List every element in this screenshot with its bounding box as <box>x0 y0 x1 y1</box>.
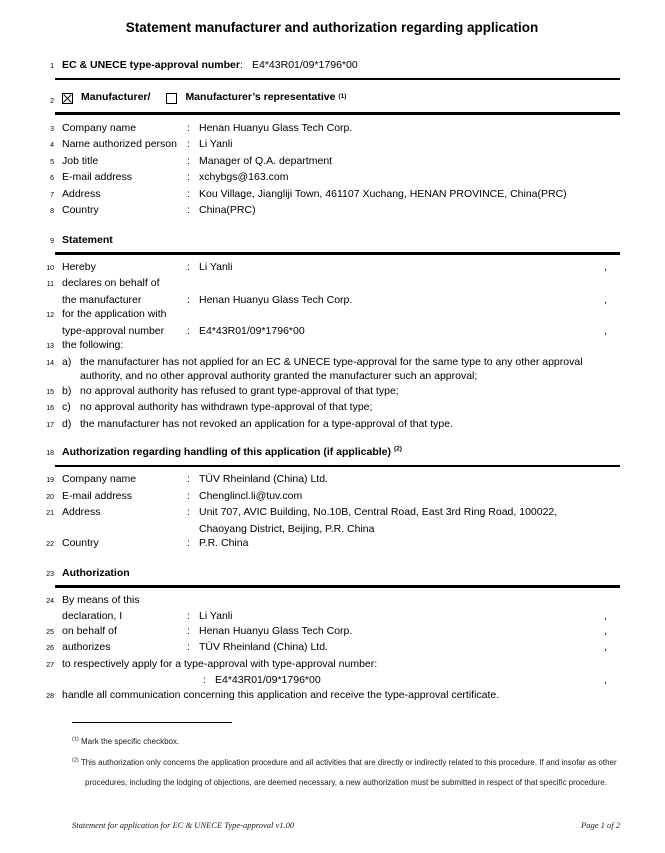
table-row <box>44 276 620 293</box>
line-number: 5 <box>50 158 54 166</box>
statement-text: By means of this <box>62 593 140 606</box>
manufacturer-details <box>44 121 620 220</box>
list-item <box>44 384 620 401</box>
statement-text: the following: <box>62 339 124 352</box>
footer-page-number: Page 1 of 2 <box>581 820 620 830</box>
field-value-continued: Chaoyang District, Beijing, P.R. China <box>199 522 375 535</box>
table-row <box>44 505 620 522</box>
table-row <box>44 609 620 624</box>
line-number: 13 <box>46 343 54 351</box>
field-colon: : <box>240 59 243 71</box>
list-marker: c) <box>62 401 71 414</box>
table-row <box>44 307 620 324</box>
table-row <box>44 640 620 657</box>
field-label: Address <box>62 506 101 519</box>
line-number: 7 <box>50 191 54 199</box>
table-row <box>44 624 620 641</box>
line-number: 9 <box>50 237 54 245</box>
field-colon: : <box>203 674 206 687</box>
table-row <box>44 170 620 187</box>
line-number: 21 <box>46 510 54 518</box>
authorization-handling-heading-row <box>44 445 620 462</box>
line-number: 1 <box>50 63 54 70</box>
field-value: E4*43R01/09*1796*00 <box>252 59 358 71</box>
list-marker: a) <box>62 355 72 368</box>
table-row <box>44 121 620 138</box>
field-value: Li Yanli <box>199 138 233 151</box>
footnote-text: This authorization only concerns the application procedure and all activities that are directly or indirectly related to this procedure. If and insofar as other procedures, including the lodging of objections, are deemed necessary, a new authorization must be submitted in respect of that specific procedure. <box>80 757 617 787</box>
field-label: EC & UNECE type-approval number <box>62 59 240 71</box>
approval-number-row <box>44 58 620 75</box>
line-number: 17 <box>46 421 54 429</box>
authorization-body <box>44 593 620 705</box>
trailing-comma: , <box>604 260 607 273</box>
footnote-1 <box>72 732 617 753</box>
field-label: declaration, I <box>62 610 123 623</box>
line-number: 6 <box>50 175 54 183</box>
field-colon: : <box>187 121 190 134</box>
table-row <box>44 324 620 339</box>
trailing-comma: , <box>604 674 607 687</box>
statement-text: to respectively apply for a type-approval with type-approval number: <box>62 657 378 670</box>
field-label: Address <box>62 187 101 200</box>
line-number: 15 <box>46 388 54 396</box>
list-item-text: no approval authority has refused to grant type-approval of that type; <box>80 384 399 397</box>
footnote-ref: (1) <box>72 736 79 743</box>
field-label: Company name <box>62 473 137 486</box>
field-colon: : <box>187 154 190 167</box>
list-item-text: no approval authority has withdrawn type-approval of that type; <box>80 401 373 414</box>
role-option-label: Manufacturer’s representative <box>185 91 336 103</box>
field-value: Manager of Q.A. department <box>199 154 333 167</box>
line-number: 12 <box>46 312 54 320</box>
field-colon: : <box>187 171 190 184</box>
field-label <box>62 522 187 537</box>
field-label: on behalf of <box>62 624 117 637</box>
statement-text: handle all communication concerning this application and receive the type-approval certificate. <box>62 688 500 701</box>
section-heading <box>62 445 620 460</box>
footnote-2 <box>72 753 617 794</box>
field-value: Li Yanli <box>199 260 233 273</box>
line-number: 4 <box>50 142 54 150</box>
field-colon: : <box>187 260 190 273</box>
field-label: E-mail address <box>62 489 133 502</box>
table-row <box>44 338 620 355</box>
line-number: 24 <box>46 597 54 605</box>
field-colon: : <box>187 204 190 217</box>
field-colon <box>187 522 199 537</box>
trailing-comma: , <box>604 641 607 654</box>
statement-heading-row <box>44 233 620 250</box>
section-heading: Authorization <box>62 566 130 579</box>
statement-body <box>44 260 620 434</box>
field-value: Henan Huanyu Glass Tech Corp. <box>199 624 353 637</box>
line-number: 19 <box>46 477 54 485</box>
checkbox-unchecked-icon <box>166 93 177 104</box>
table-row <box>44 593 620 610</box>
footnote-text: Mark the specific checkbox. <box>80 737 180 746</box>
list-marker: b) <box>62 384 72 397</box>
footnotes <box>72 722 617 794</box>
field-label: Country <box>62 537 99 550</box>
field-colon: : <box>187 489 190 502</box>
field-label: the manufacturer <box>62 293 142 306</box>
field-label: Name authorized person <box>62 138 177 151</box>
field-value: Henan Huanyu Glass Tech Corp. <box>199 293 353 306</box>
line-number: 2 <box>50 97 54 105</box>
line-number: 26 <box>46 645 54 653</box>
field-colon: : <box>187 537 190 550</box>
footnote-ref: (2) <box>72 756 79 763</box>
line-number: 10 <box>46 264 54 272</box>
field-label: Company name <box>62 121 137 134</box>
authorization-handling-details <box>44 472 620 553</box>
trailing-comma: , <box>604 324 607 337</box>
authorization-heading-row <box>44 566 620 583</box>
table-row <box>44 203 620 220</box>
section-heading-text: Authorization regarding handling of this application (if applicable) <box>62 446 392 459</box>
field-colon: : <box>187 138 190 151</box>
field-label: type-approval number <box>62 324 165 337</box>
line-number: 22 <box>46 541 54 549</box>
field-value: Li Yanli <box>199 610 233 623</box>
section-rule <box>55 252 620 255</box>
role-option-label: Manufacturer/ <box>81 91 151 103</box>
trailing-comma: , <box>604 610 607 623</box>
page-footer <box>72 820 620 830</box>
table-row <box>44 673 620 688</box>
table-row <box>44 688 620 705</box>
field-value: E4*43R01/09*1796*00 <box>199 324 305 337</box>
section-heading: Statement <box>62 233 113 246</box>
section-rule <box>55 465 620 468</box>
section-rule <box>55 585 620 588</box>
field-value: Kou Village, Jiangliji Town, 461107 Xuchang, HENAN PROVINCE, China(PRC) <box>199 187 567 200</box>
line-number: 25 <box>46 628 54 636</box>
field-colon: : <box>187 506 190 519</box>
list-item-text: the manufacturer has not applied for an EC & UNECE type-approval for the same type to any other approval authority, and no other approval authority granted the manufacturer such an approval; <box>80 355 583 383</box>
page-title: Statement manufacturer and authorization regarding application <box>125 20 539 35</box>
field-colon: : <box>187 187 190 200</box>
table-row <box>44 187 620 204</box>
field-value: xchybgs@163.com <box>199 171 289 184</box>
field-label: authorizes <box>62 641 111 654</box>
list-marker: d) <box>62 417 72 430</box>
field-colon: : <box>187 293 190 306</box>
section-rule <box>55 78 620 81</box>
field-label: Country <box>62 204 99 217</box>
list-item <box>44 355 620 384</box>
trailing-comma: , <box>604 624 607 637</box>
footnote-separator <box>72 722 232 723</box>
line-number: 27 <box>46 661 54 669</box>
list-item <box>44 417 620 434</box>
line-number: 28 <box>46 692 54 700</box>
field-value: TÜV Rheinland (China) Ltd. <box>199 641 328 654</box>
footer-document-name: Statement for application for EC & UNECE Type-approval v1.00 <box>72 820 295 830</box>
table-row <box>44 489 620 506</box>
field-colon: : <box>187 641 190 654</box>
line-number: 8 <box>50 208 54 216</box>
statement-text: declares on behalf of <box>62 277 160 290</box>
checkbox-checked-icon <box>62 93 73 104</box>
field-value: E4*43R01/09*1796*00 <box>215 674 321 687</box>
line-number: 20 <box>46 493 54 501</box>
table-row <box>44 657 620 674</box>
list-item-text: the manufacturer has not revoked an application for a type-approval of that type. <box>80 417 453 430</box>
field-colon: : <box>187 624 190 637</box>
table-row <box>44 154 620 171</box>
table-row <box>44 137 620 154</box>
table-row <box>44 293 620 308</box>
role-row: 2 Manufacturer/ Manufacturer’s representative (1) <box>44 90 620 109</box>
line-number: 18 <box>46 450 54 458</box>
field-value: China(PRC) <box>199 204 256 217</box>
line-number: 23 <box>46 570 54 578</box>
section-rule <box>55 112 620 115</box>
field-colon: : <box>187 610 190 623</box>
trailing-comma: , <box>604 293 607 306</box>
statement-text: for the application with <box>62 308 167 321</box>
table-row <box>44 472 620 489</box>
field-value: Unit 707, AVIC Building, No.10B, Central Road, East 3rd Ring Road, 100022, <box>199 506 558 519</box>
field-label: E-mail address <box>62 171 133 184</box>
field-label: Job title <box>62 154 99 167</box>
field-value: Chenglincl.li@tuv.com <box>199 489 303 502</box>
line-number: 16 <box>46 405 54 413</box>
table-row <box>44 522 620 537</box>
field-colon: : <box>187 324 190 337</box>
line-number: 14 <box>46 359 54 367</box>
footnote-ref: (2) <box>393 445 402 453</box>
line-number: 3 <box>50 125 54 133</box>
field-colon: : <box>187 473 190 486</box>
field-value: P.R. China <box>199 537 249 550</box>
line-number: 11 <box>46 281 54 289</box>
field-value: TÜV Rheinland (China) Ltd. <box>199 473 328 486</box>
field-label: Hereby <box>62 260 96 273</box>
table-row <box>44 536 620 553</box>
list-item <box>44 400 620 417</box>
table-row <box>44 260 620 277</box>
field-value: Henan Huanyu Glass Tech Corp. <box>199 121 353 134</box>
